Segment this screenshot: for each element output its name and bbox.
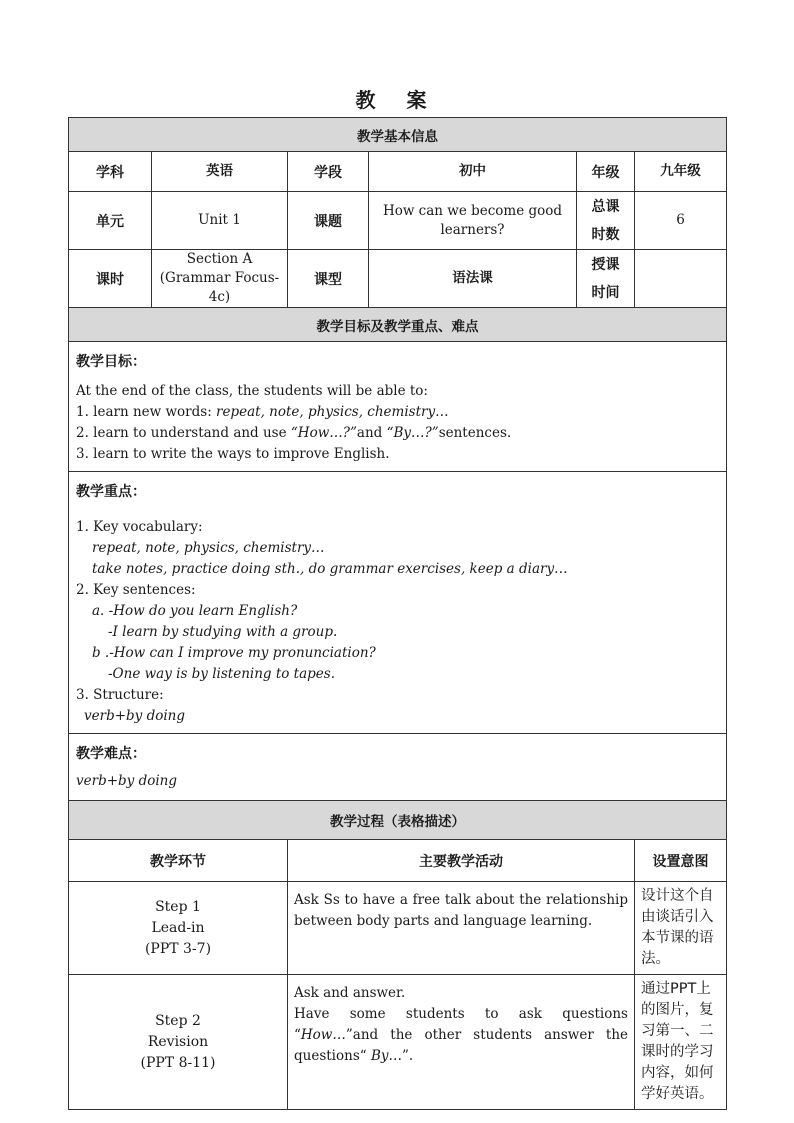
structure-label: 3. Structure: <box>76 687 164 703</box>
grade-label: 年级 <box>577 152 635 192</box>
lesson-plan-table <box>68 117 727 1110</box>
activity-text-how: How… <box>300 1027 346 1043</box>
unit-label: 单元 <box>69 192 152 250</box>
period-value-line2: (Grammar Focus-4c) <box>159 270 280 305</box>
stage-label: 学段 <box>288 152 369 192</box>
period-value-line1: Section A <box>186 251 253 267</box>
process-activity <box>288 975 635 1110</box>
process-activity-line-2 <box>294 1004 628 1067</box>
process-step-cell <box>69 975 288 1110</box>
key-sentence-b-question: b .-How can I improve my pronunciation? <box>92 645 376 661</box>
total-hours-label-line2: 时数 <box>591 226 620 243</box>
structure-value: verb+by doing <box>84 708 186 724</box>
unit-value: Unit 1 <box>152 192 288 250</box>
topic-label: 课题 <box>288 192 369 250</box>
total-hours-label <box>577 192 635 250</box>
objective-item-3: 3. learn to write the ways to improve English. <box>76 446 390 462</box>
process-intent: 通过PPT上的图片，复习第一、二课时的学习内容，如何学好英语。 <box>635 975 727 1110</box>
objectives-title: 教学目标： <box>76 354 146 370</box>
activity-text-c: ”and the other students answer the questions“ <box>294 1027 628 1064</box>
teach-time-label-line2: 时间 <box>591 284 620 301</box>
difficulties-title: 教学难点： <box>76 746 146 762</box>
document-title: 教 案 <box>355 88 439 112</box>
key-sentence-a-answer: -I learn by studying with a group. <box>108 624 338 640</box>
key-points-section <box>69 472 727 734</box>
process-step-number: Step 2 <box>155 1012 201 1029</box>
objectives-intro: At the end of the class, the students will be able to: <box>76 383 428 399</box>
process-col-activity: 主要教学活动 <box>288 840 635 882</box>
key-sentences-label: 2. Key sentences: <box>76 582 196 598</box>
objective-item-2-suffix: sentences. <box>438 425 512 441</box>
objective-item-2-q1: “How…?” <box>290 425 357 441</box>
key-vocab-line-2: take notes, practice doing sth., do grammar exercises, keep a diary… <box>92 561 568 577</box>
teach-time-label-line1: 授课 <box>591 256 620 273</box>
objective-item-1-prefix: 1. learn new words: <box>76 404 217 420</box>
teach-time-value <box>635 250 727 308</box>
objective-item-2 <box>76 423 719 444</box>
process-step-cell <box>69 882 288 975</box>
objective-item-2-q2: “By…?” <box>386 425 439 441</box>
objective-item-2-mid: and <box>356 425 387 441</box>
process-intent: 设计这个自由谈话引入本节课的语法。 <box>635 882 727 975</box>
topic-value: How can we become good learners? <box>369 192 577 250</box>
activity-text-a: Have some students to ask questions “ <box>294 1006 628 1043</box>
type-value: 语法课 <box>369 250 577 308</box>
stage-value: 初中 <box>369 152 577 192</box>
objective-item-1-words: repeat, note, physics, chemistry… <box>216 404 449 420</box>
activity-text-by: By… <box>370 1048 403 1064</box>
grade-value: 九年级 <box>635 152 727 192</box>
activity-text-e: ”. <box>402 1048 414 1064</box>
key-sentence-a-question: a. -How do you learn English? <box>92 603 298 619</box>
objective-item-1 <box>76 402 719 423</box>
difficulties-content: verb+by doing <box>76 773 178 789</box>
process-activity-line-1: Ask and answer. <box>294 985 406 1001</box>
subject-label: 学科 <box>69 152 152 192</box>
key-sentence-b-answer: -One way is by listening to tapes. <box>108 666 336 682</box>
process-col-intent: 设置意图 <box>635 840 727 882</box>
period-label: 课时 <box>69 250 152 308</box>
objectives-section <box>69 342 727 472</box>
key-vocab-label: 1. Key vocabulary: <box>76 519 203 535</box>
process-step-name: Lead-in <box>151 919 205 936</box>
total-hours-label-line1: 总课 <box>591 198 620 215</box>
difficulties-section <box>69 734 727 801</box>
basic-info-header: 教学基本信息 <box>69 118 727 152</box>
objective-item-2-prefix: 2. learn to understand and use <box>76 425 291 441</box>
process-step-name: Revision <box>147 1033 209 1050</box>
process-step-number: Step 1 <box>155 898 201 915</box>
period-value <box>152 250 288 308</box>
teach-time-label <box>577 250 635 308</box>
process-header: 教学过程（表格描述） <box>69 801 727 840</box>
subject-value: 英语 <box>152 152 288 192</box>
process-step-ppt: (PPT 8-11) <box>140 1054 216 1071</box>
total-hours-value: 6 <box>635 192 727 250</box>
key-points-title: 教学重点： <box>76 484 146 500</box>
key-vocab-line-1: repeat, note, physics, chemistry… <box>92 540 325 556</box>
goals-header: 教学目标及教学重点、难点 <box>69 308 727 342</box>
process-step-ppt: (PPT 3-7) <box>144 940 212 957</box>
type-label: 课型 <box>288 250 369 308</box>
process-row <box>69 882 727 975</box>
process-row <box>69 975 727 1110</box>
process-col-stage: 教学环节 <box>69 840 288 882</box>
process-activity: Ask Ss to have a free talk about the relationship between body parts and language learning. <box>288 882 635 975</box>
